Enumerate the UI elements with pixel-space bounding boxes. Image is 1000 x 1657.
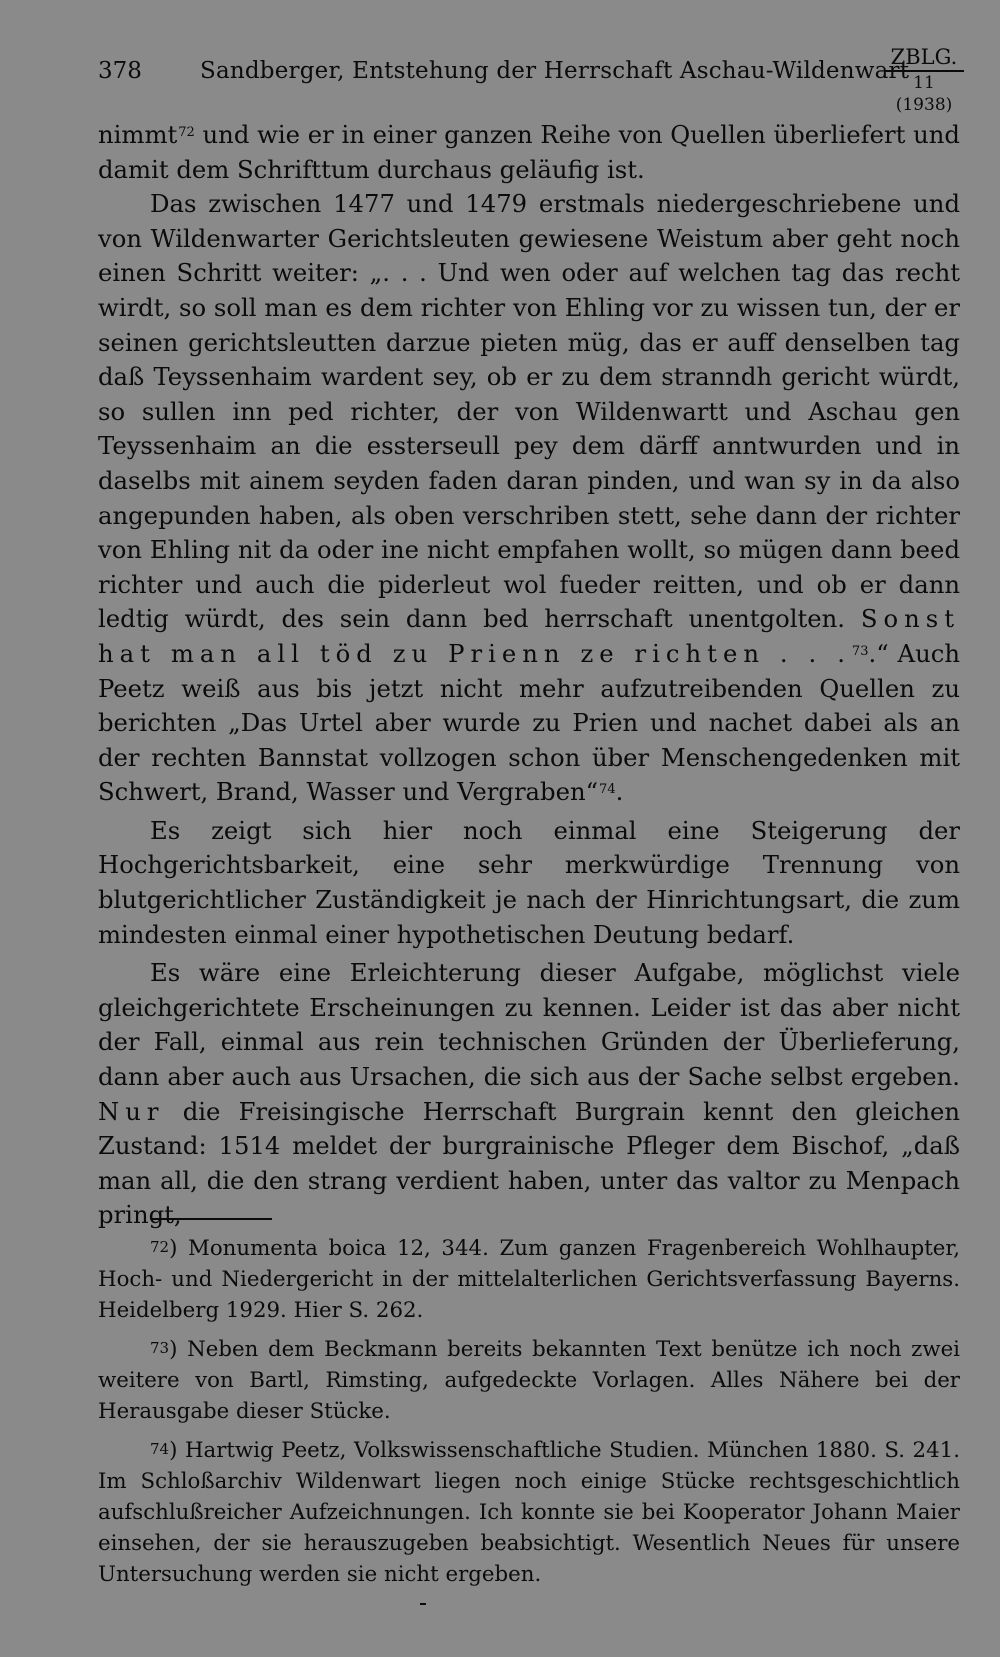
running-title: Sandberger, Entstehung der Herrschaft Aschau-Wildenwart (200, 58, 910, 84)
footnote-number: 73 (150, 1339, 170, 1357)
text-run: Es wäre eine Erleichterung dieser Aufgabe, möglichst viele gleichgerichtete Erscheinungen zu kennen. Leider ist das aber nicht der Fall, einmal aus rein technischen Gründen der Überlieferung, dann aber auch aus Ursachen, die sich aus der Sache selbst ergeben. (98, 958, 960, 1092)
footnote-text: Neben dem Beckmann bereits bekannten Text benütze ich noch zwei weitere von Bartl, Rimsting, aufgedeckte Vorlagen. Alles Nähere bei der Herausgabe dieser Stücke. (98, 1337, 960, 1424)
paragraph-1 (98, 118, 960, 187)
footnote-ref-74: 74 (599, 782, 616, 798)
main-text (98, 118, 960, 1233)
spaced-emphasis: Sonst hat man all töd zu Prienn ze richten . . . (98, 604, 960, 668)
paragraph-2 (98, 187, 960, 810)
footnote-separator (152, 1218, 272, 1220)
footnote-number: 72 (150, 1238, 170, 1256)
footnote-number: 74 (150, 1440, 170, 1458)
journal-volume: 11 (1938) (895, 73, 953, 115)
footnote-74: $^{74}$) Hartwig Peetz, Volkswissenschaftliche Studien. München 1880. S. 241. Im Schloßarchiv Wildenwart liegen noch einige Stücke rechtsgeschichtlich aufschlußreicher Aufzeichnungen. Ich konnte sie bei Kooperator Johann Maier einsehen, der sie herauszugeben beabsichtigt. Wesentlich Neues für unsere Untersuchung werden sie nicht ergeben. (98, 1438, 960, 1587)
spaced-emphasis: Nur (98, 1096, 165, 1126)
page-number: 378 (98, 58, 142, 84)
page-header (98, 40, 964, 115)
footnote-ref-72: 72 (178, 125, 195, 140)
footnote-72: $^{72}$) Monumenta boica 12, 344. Zum ganzen Fragenbereich Wohlhaupter, Hoch- und Niedergericht in der mittelalterlichen Gerichtsverfassung Bayerns. Heidelberg 1929. Hier S. 262. (98, 1236, 960, 1323)
text-run: nimmt (98, 120, 178, 149)
footnotes (98, 1233, 960, 1598)
paragraph-4 (98, 956, 960, 1233)
text-run: die Freisingische Herrschaft Burgrain kennt den gleichen Zustand: 1514 meldet der burgrainische Pfleger dem Bischof, „daß man all, die den strang verdient haben, unter das valtor zu Menpach pringt, (98, 1096, 960, 1230)
journal-reference (884, 44, 964, 116)
paragraph-3: Es zeigt sich hier noch einmal eine Steigerung der Hochgerichtsbarkeit, eine sehr merkwürdige Trennung von blutgerichtlicher Zuständigkeit je nach der Hinrichtungsart, die zum mindesten einmal einer hypothetischen Deutung bedarf. (98, 815, 960, 949)
footnote-ref-73: 73 (851, 643, 869, 659)
footnote-text: Hartwig Peetz, Volkswissenschaftliche Studien. München 1880. S. 241. Im Schloßarchiv Wildenwart liegen noch einige Stücke rechtsgeschichtlich aufschlußreicher Aufzeichnungen. Ich konnte sie bei Kooperator Johann Maier einsehen, der sie herauszugeben beabsichtigt. Wesentlich Neues für unsere Untersuchung werden sie nicht ergeben. (98, 1438, 960, 1587)
text-run: . (615, 777, 624, 807)
text-run: und wie er in einer ganzen Reihe von Quellen überliefert und damit dem Schrifttum durchaus geläufig ist. (98, 120, 960, 184)
text-run: .“ Auch Peetz weiß aus bis jetzt nicht mehr aufzutreibenden Quellen zu berichten „Das Urtel aber wurde zu Prien und nachet dabei als an der rechten Bannstat vollzogen schon über Menschengedenken mit Schwert, Brand, Wasser und Vergraben“ (98, 638, 960, 807)
journal-abbreviation: ZBLG. (884, 44, 964, 72)
text-run: Das zwischen 1477 und 1479 erstmals niedergeschriebene und von Wildenwarter Gerichtsleuten gewiesene Weistum aber geht noch einen Schritt weiter: „. . . Und wen oder auf welchen tag das recht wirdt, so soll man es dem richter von Ehling vor zu wissen tun, der er seinen gerichtsleutten darzue pieten müg, das er auff denselben tag daß Teyssenhaim wardent sey, ob er zu dem stranndh gericht würdt, so sullen inn ped richter, der von Wildenwartt und Aschau gen Teyssenhaim an die essterseull pey dem därff anntwurden und in daselbs mit ainem seyden faden daran pinden, und wan sy in da also angepunden haben, als oben verschriben stett, sehe dann der richter von Ehling nit da oder ine nicht empfahen wollt, so mügen dann beed richter und auch die piderleut wol fueder reitten, und ob er dann ledtig würdt, des sein dann bed herrschaft unentgolten. (98, 189, 960, 634)
footnote-73: $^{73}$) Neben dem Beckmann bereits bekannten Text benütze ich noch zwei weitere von Bartl, Rimsting, aufgedeckte Vorlagen. Alles Nähere bei der Herausgabe dieser Stücke. (98, 1337, 960, 1424)
footnote-text: Monumenta boica 12, 344. Zum ganzen Fragenbereich Wohlhaupter, Hoch- und Niedergericht in der mittelalterlichen Gerichtsverfassung Bayerns. Heidelberg 1929. Hier S. 262. (98, 1236, 960, 1323)
print-mark (420, 1603, 426, 1605)
